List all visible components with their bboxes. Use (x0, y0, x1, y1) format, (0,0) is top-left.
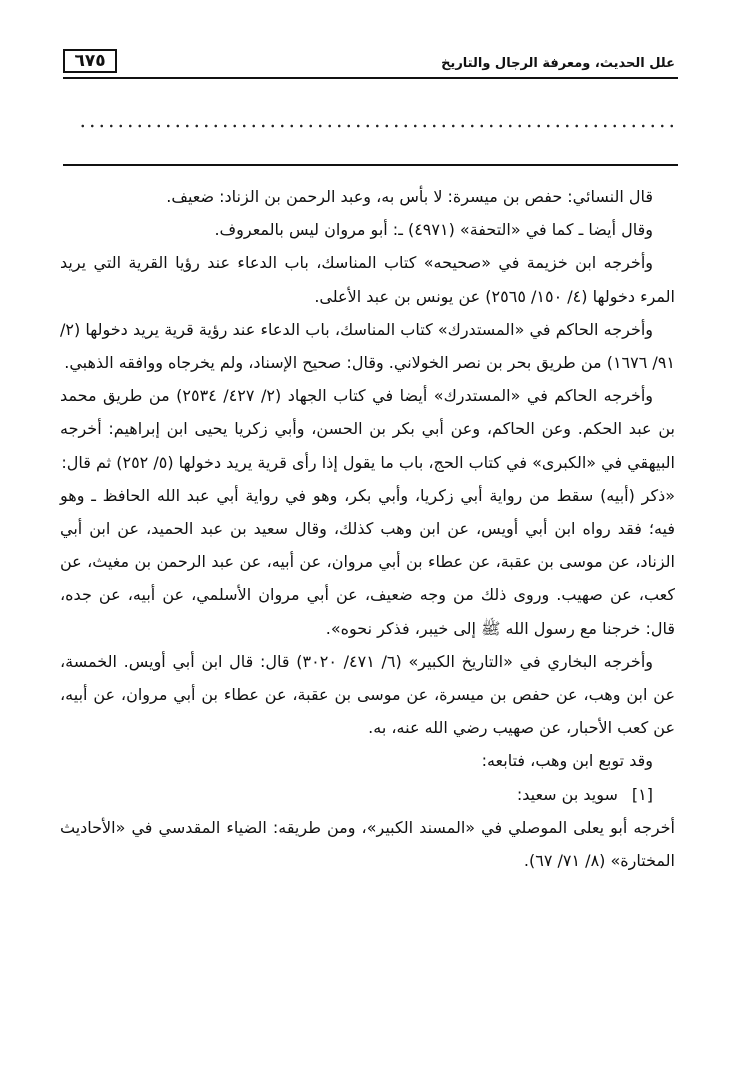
paragraph-ibn-khuzaima: وأخرجه ابن خزيمة في «صحيحه» كتاب المناسك، باب الدعاء عند رؤيا القرية التي يريد المرء دخولها (٤/ ١٥٠/ ٢٥٦٥) عن يونس بن عبد الأعلى. (60, 253, 675, 306)
paragraph-nasai: قال النسائي: حفص بن ميسرة: لا بأس به، وعبد الرحمن بن الزناد: ضعيف. (166, 187, 653, 206)
page-number: ٦٧٥ (63, 49, 117, 73)
header-rule (63, 77, 678, 79)
list-item (60, 778, 675, 811)
paragraph-bayhaqi-quote: «ذكر (أبيه) سقط من رواية أبي زكريا، وأبي بكر، وهو في رواية أبي عبد الله الحافظ ـ وهو فيه؛ فقد رواه ابن أبي أويس، عن ابن وهب كذلك، وقال سعيد بن عبد الحميد، عن ابن أبي الزناد، عن موسى بن عقبة، عن عطاء بن أبي مروان، عن أبيه، عن عبد الرحمن بن مغيث، عن كعب، عن صهيب. وروى ذلك من وجه ضعيف، عن أبي مروان الأسلمي، عن أبيه، عن جده، قال: خرجنا مع رسول الله ﷺ إلى خيبر، فذكر نحوه». (60, 485, 675, 638)
section-rule (63, 164, 678, 166)
paragraph-hakim-manasik: وأخرجه الحاكم في «المستدرك» كتاب المناسك، باب الدعاء عند رؤية قرية يريد دخولها (٢/ ٩١/ ١٦٧٦) من طريق بحر بن نصر الخولاني. وقال: صحيح الإسناد، ولم يخرجاه ووافقه الذهبي. (60, 319, 675, 373)
paragraph-mutaba: وقد توبع ابن وهب، فتابعه: (481, 751, 653, 771)
running-header-title: علل الحديث، ومعرفة الرجال والتاريخ (441, 56, 675, 71)
body-text (60, 180, 675, 877)
paragraph-tuhfa: وقال أيضا ـ كما في «التحفة» (٤٩٧١) ـ: أبو مروان ليس بالمعروف. (214, 220, 653, 240)
paragraph-abu-yala: أخرجه أبو يعلى الموصلي في «المسند الكبير»، ومن طريقه: الضياء المقدسي في «الأحاديث المختارة» (٨/ ٧١/ ٦٧). (60, 817, 675, 871)
paragraph-bukhari: وأخرجه البخاري في «التاريخ الكبير» (٦/ ٤٧١/ ٣٠٢٠) قال: قال ابن أبي أويس. الخمسة، عن ابن وهب، عن حفص بن ميسرة، عن موسى بن عقبة، عن عطاء بن أبي مروان، عن أبيه، عن كعب الأحبار، عن صهيب رضي الله عنه، به. (60, 651, 675, 738)
dotted-separator (78, 120, 678, 132)
list-item-marker: [١] (631, 784, 653, 804)
paragraph-hakim-jihad: وأخرجه الحاكم في «المستدرك» أيضا في كتاب الجهاد (٢/ ٤٢٧/ ٢٥٣٤) من طريق محمد بن عبد الحكم. وعن الحاكم، وعن أبي بكر بن الحسن، وأبي زكريا يحيى ابن إبراهيم: أخرجه البيهقي في «الكبرى» في كتاب الحج، باب ما يقول إذا رأى قرية يريد دخولها (٥/ ٢٥٢) ثم قال: (60, 386, 675, 472)
list-item-text: سويد بن سعيد: (516, 784, 618, 804)
